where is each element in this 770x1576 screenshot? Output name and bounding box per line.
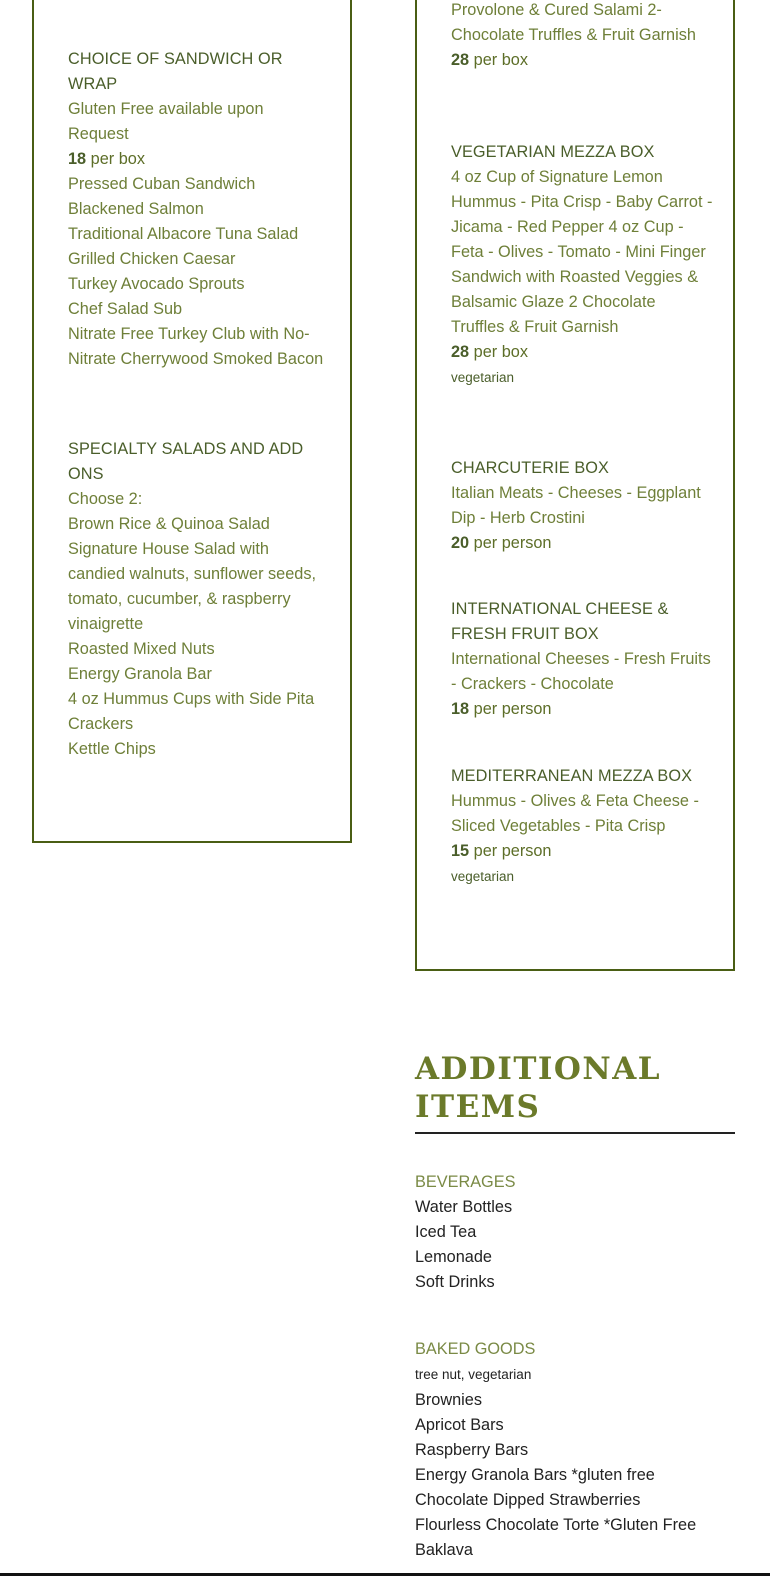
intl-cheese-title: INTERNATIONAL CHEESE & FRESH FRUIT BOX: [451, 600, 669, 643]
intl-cheese-price-amount: 18: [451, 700, 470, 718]
charcuterie-title: CHARCUTERIE BOX: [451, 459, 610, 477]
sandwich-item: Nitrate Free Turkey Club with No-Nitrate Cherrywood Smoked Bacon: [68, 325, 324, 368]
salads-item: Brown Rice & Quinoa Salad: [68, 515, 270, 533]
charcuterie-price-amount: 20: [451, 534, 470, 552]
baked-item: Raspberry Bars: [415, 1441, 529, 1459]
beverages-section: [415, 1170, 735, 1295]
intl-cheese-section: [451, 597, 713, 722]
vegetarian-mezza-title: VEGETARIAN MEZZA BOX: [451, 143, 655, 161]
salads-item: Signature House Salad with candied walnuts, sunflower seeds, tomato, cucumber, & raspberry vinaigrette: [68, 540, 316, 633]
additional-items-block: [415, 1046, 735, 1559]
charcuterie-price: [451, 531, 713, 556]
vegetarian-tag: vegetarian: [451, 869, 515, 884]
vegetarian-tag: vegetarian: [451, 370, 515, 385]
sandwich-item: Grilled Chicken Caesar: [68, 250, 236, 268]
vegetarian-mezza-price-amount: 28: [451, 343, 470, 361]
med-mezza-price: [451, 839, 713, 864]
salads-section-title: SPECIALTY SALADS AND ADD ONS: [68, 440, 304, 483]
vegetarian-mezza-section: [451, 140, 713, 391]
beverage-item: Soft Drinks: [415, 1273, 495, 1291]
sandwich-item: Traditional Albacore Tuna Salad: [68, 225, 299, 243]
baked-goods-section: [415, 1337, 735, 1563]
vegetarian-mezza-desc: 4 oz Cup of Signature Lemon Hummus - Pita Crisp - Baby Carrot - Jicama - Red Pepper 4 oz Cup - Feta - Olives - Tomato - Mini Finger Sandwich with Roasted Veggies & Balsamic Glaze 2 Chocolate Truffles & Fruit Garnish: [451, 168, 713, 336]
baked-item: Energy Granola Bars *gluten free: [415, 1466, 655, 1484]
sandwich-price-unit: per box: [86, 150, 145, 168]
baked-goods-title: BAKED GOODS: [415, 1340, 536, 1358]
beverage-item: Iced Tea: [415, 1223, 477, 1241]
sandwich-price-amount: 18: [68, 150, 87, 168]
vegetarian-mezza-price-unit: per box: [469, 343, 528, 361]
sandwich-item: Blackened Salmon: [68, 200, 204, 218]
sandwich-price: [68, 147, 328, 172]
salads-note: Choose 2:: [68, 490, 143, 508]
vegetarian-mezza-price: [451, 340, 713, 365]
baked-goods-tag: tree nut, vegetarian: [415, 1367, 532, 1382]
antipasto-price-unit: per box: [469, 51, 528, 69]
charcuterie-desc: Italian Meats - Cheeses - Eggplant Dip - Herb Crostini: [451, 484, 701, 527]
antipasto-price-amount: 28: [451, 51, 470, 69]
additional-items-heading: ADDITIONAL ITEMS: [415, 1051, 662, 1125]
med-mezza-price-amount: 15: [451, 842, 470, 860]
beverages-title: BEVERAGES: [415, 1173, 516, 1191]
antipasto-price: [451, 48, 713, 73]
salads-item: 4 oz Hummus Cups with Side Pita Crackers: [68, 690, 315, 733]
sandwich-item: Pressed Cuban Sandwich: [68, 175, 256, 193]
charcuterie-section: [451, 456, 713, 556]
sandwich-item: Turkey Avocado Sprouts: [68, 275, 245, 293]
charcuterie-price-unit: per person: [469, 534, 552, 552]
antipasto-desc: Provolone & Cured Salami 2-Chocolate Truffles & Fruit Garnish: [451, 1, 696, 44]
med-mezza-section: [451, 764, 713, 890]
salads-item: Energy Granola Bar: [68, 665, 212, 683]
sandwich-section: [68, 47, 328, 372]
baked-item: Flourless Chocolate Torte *Gluten Free: [415, 1516, 697, 1534]
baked-item: Brownies: [415, 1391, 482, 1409]
baked-item: Baklava: [415, 1541, 473, 1559]
baked-item: Apricot Bars: [415, 1416, 504, 1434]
intl-cheese-price: [451, 697, 713, 722]
sandwich-section-title: CHOICE OF SANDWICH OR WRAP: [68, 50, 283, 93]
beverage-item: Lemonade: [415, 1248, 492, 1266]
med-mezza-price-unit: per person: [469, 842, 552, 860]
beverage-item: Water Bottles: [415, 1198, 513, 1216]
med-mezza-desc: Hummus - Olives & Feta Cheese - Sliced Vegetables - Pita Crisp: [451, 792, 699, 835]
med-mezza-title: MEDITERRANEAN MEZZA BOX: [451, 767, 693, 785]
heading-divider: [415, 1132, 735, 1134]
salads-item: Roasted Mixed Nuts: [68, 640, 215, 658]
antipasto-continuation: [451, 0, 713, 73]
salads-item: Kettle Chips: [68, 740, 156, 758]
baked-item: Chocolate Dipped Strawberries: [415, 1491, 641, 1509]
intl-cheese-price-unit: per person: [469, 700, 552, 718]
intl-cheese-desc: International Cheeses - Fresh Fruits - Crackers - Chocolate: [451, 650, 711, 693]
salads-section: [68, 437, 328, 762]
sandwich-item: Chef Salad Sub: [68, 300, 183, 318]
sandwich-note: Gluten Free available upon Request: [68, 100, 264, 143]
